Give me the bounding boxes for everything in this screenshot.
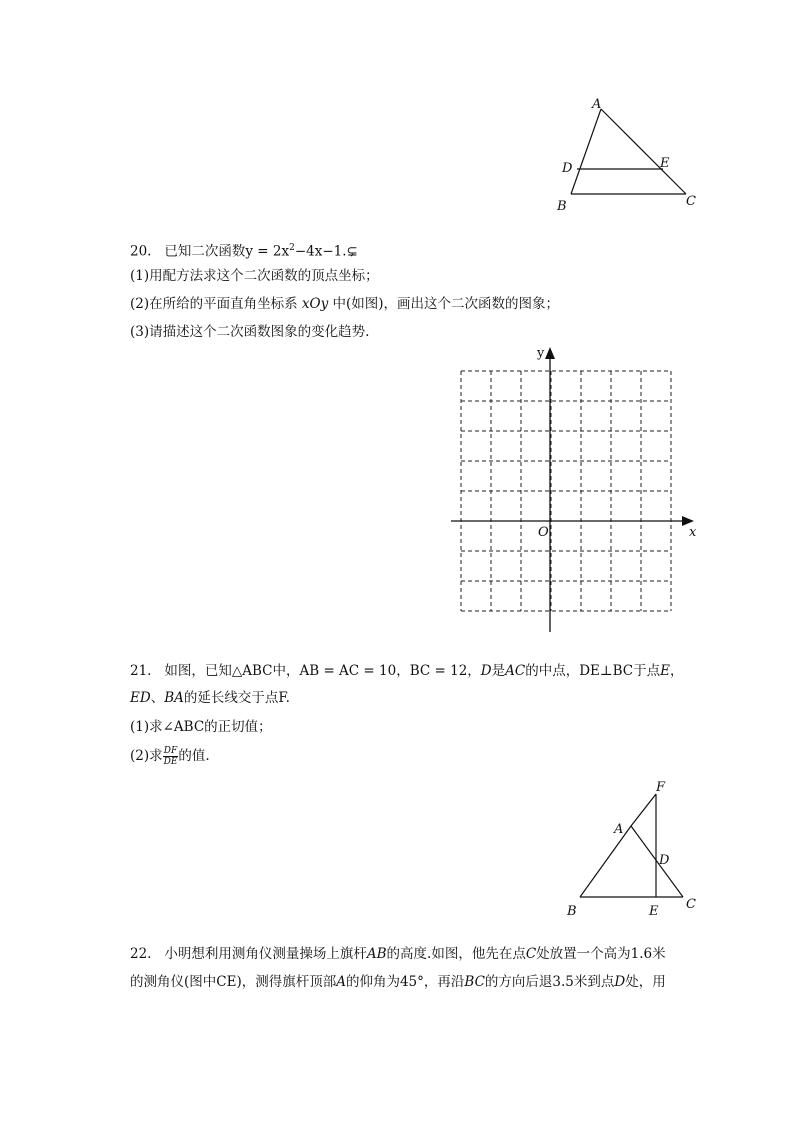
y-axis-label: y	[537, 346, 545, 361]
q21-l2-rest: 的延长线交于点F.	[183, 690, 290, 706]
q21-s2: 是	[491, 663, 506, 679]
q22-l2-c: 的方向后退3.5米到点	[484, 974, 615, 990]
q20-stem-exp: 2	[289, 243, 295, 253]
q21-s4: ，	[669, 663, 684, 679]
q21-s-e: E	[660, 663, 670, 679]
q21-part1: (1)求∠ABC的正切值；	[130, 719, 272, 735]
fig19-label-e: E	[660, 156, 670, 171]
q20-number: 20.	[130, 243, 152, 260]
q20-part1: (1)用配方法求这个二次函数的顶点坐标；	[130, 268, 379, 284]
fig19-label-d: D	[562, 161, 573, 176]
q21-part2-pre: (2)求	[130, 748, 163, 764]
q22-l2-a-var: A	[336, 974, 346, 990]
q21-s-ac: AC	[505, 663, 526, 679]
q21-number: 21.	[130, 663, 152, 679]
q22-l2-bc: BC	[464, 974, 485, 990]
q22-l2-a: 的测角仪(图中CE)，测得旗杆顶部	[130, 974, 337, 990]
q22-l1-c: 处放置一个高为1.6米	[536, 946, 666, 962]
q21-s1: 如图，已知△ABC中，AB = AC = 10，BC = 12，	[164, 663, 481, 679]
origin-label: O	[538, 525, 549, 540]
q22-l1-ab: AB	[366, 946, 387, 962]
q20-part3: (3)请描述这个二次函数图象的变化趋势.	[130, 324, 370, 340]
q22-l1-a: 小明想利用测角仪测量操场上旗杆	[164, 946, 367, 962]
q22-l1-c-var: C	[525, 946, 537, 962]
fig19-label-a: A	[592, 97, 602, 112]
fraction-numerator: DF	[163, 746, 178, 756]
fig21-label-a: A	[614, 822, 624, 837]
q21-sep: 、	[150, 690, 165, 706]
q22-line2	[130, 972, 666, 992]
q20-part2-var: xOy	[301, 296, 329, 312]
q21-ba: BA	[164, 690, 184, 706]
q22-l2-d: 处，用	[625, 974, 666, 990]
fig21-label-c: C	[686, 897, 696, 912]
fig19-label-c: C	[686, 194, 696, 209]
q21-s-d: D	[480, 663, 492, 679]
q22-l2-d-var: D	[614, 974, 626, 990]
q21-part2-post: 的值.	[178, 748, 210, 764]
q20-part2-b: 中(如图)，画出这个二次函数的图象；	[328, 296, 560, 312]
q22-l1-b: 的高度.如图，他先在点	[386, 946, 526, 962]
q21-ed: ED	[130, 690, 151, 706]
x-axis-label: x	[689, 525, 697, 540]
q20-stem-end: ⊊	[346, 243, 358, 260]
q22-number: 22.	[130, 946, 152, 962]
fraction-denominator: DE	[163, 757, 178, 767]
fig21-label-e: E	[649, 904, 659, 919]
q20-part2-a: (2)在所给的平面直角坐标系	[130, 296, 302, 312]
q22-l2-b: 的仰角为45°，再沿	[345, 974, 465, 990]
fig21-label-d: D	[659, 853, 670, 868]
q20-stem-prefix: 已知二次函数y = 2x	[164, 243, 290, 260]
fig19-label-b: B	[557, 199, 567, 214]
q22-line1	[130, 944, 666, 964]
fig21-label-b: B	[567, 904, 577, 919]
q20-stem-suffix: −4x−1.	[294, 243, 347, 260]
q21-s3: 的中点，DE⊥BC于点	[525, 663, 661, 679]
fig21-label-f: F	[656, 780, 666, 795]
